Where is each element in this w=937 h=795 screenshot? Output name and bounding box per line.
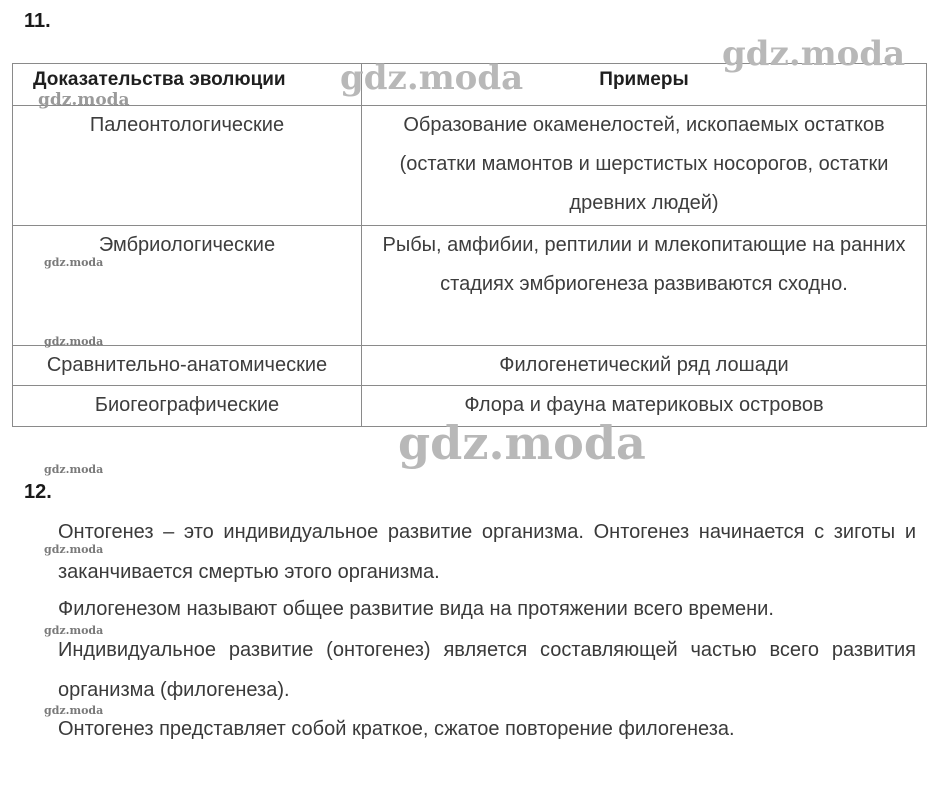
watermark: gdz.moda: [722, 34, 906, 74]
task-number-11: 11.: [24, 10, 51, 32]
example-cell: Рыбы, амфибии, рептилии и млекопитающие на ранних стадиях эмбриогенеза развиваются сходно.: [362, 226, 927, 346]
watermark: gdz.moda: [44, 463, 104, 476]
paragraph: Индивидуальное развитие (онтогенез) является составляющей частью всего развития организма (филогенеза).: [58, 639, 916, 701]
watermark: gdz.moda: [340, 58, 524, 98]
table-row: [13, 346, 927, 386]
evidence-type-cell: Палеонтологические: [13, 106, 362, 226]
evolution-evidence-table: [12, 63, 927, 427]
evidence-type-cell: Биогеографические: [13, 386, 362, 427]
watermark: gdz.moda: [44, 704, 104, 717]
table-row: [13, 106, 927, 226]
watermark: gdz.moda: [44, 256, 104, 269]
header-evidence: Доказательства эволюции: [13, 64, 362, 106]
evidence-type-cell: Эмбриологические: [13, 226, 362, 346]
table-row: [13, 226, 927, 346]
paragraph: Онтогенез представляет собой краткое, сжатое повторение филогенеза.: [58, 718, 735, 740]
header-examples: Примеры: [362, 64, 927, 106]
task-number-12: 12.: [24, 481, 52, 503]
evidence-type-cell: Сравнительно-анатомические: [13, 346, 362, 386]
paragraph: Филогенезом называют общее развитие вида на протяжении всего времени.: [58, 598, 774, 620]
example-cell: Флора и фауна материковых островов: [362, 386, 927, 427]
paragraph: Онтогенез – это индивидуальное развитие организма. Онтогенез начинается с зиготы и заканчивается смертью этого организма.: [58, 521, 916, 583]
watermark: gdz.moda: [38, 90, 130, 110]
example-cell: Образование окаменелостей, ископаемых остатков (остатки мамонтов и шерстистых носорогов, остатки древних людей): [362, 106, 927, 226]
watermark: gdz.moda: [44, 543, 104, 556]
watermark: gdz.moda: [398, 416, 646, 470]
watermark: gdz.moda: [44, 624, 104, 637]
example-cell: Филогенетический ряд лошади: [362, 346, 927, 386]
watermark: gdz.moda: [44, 335, 104, 348]
